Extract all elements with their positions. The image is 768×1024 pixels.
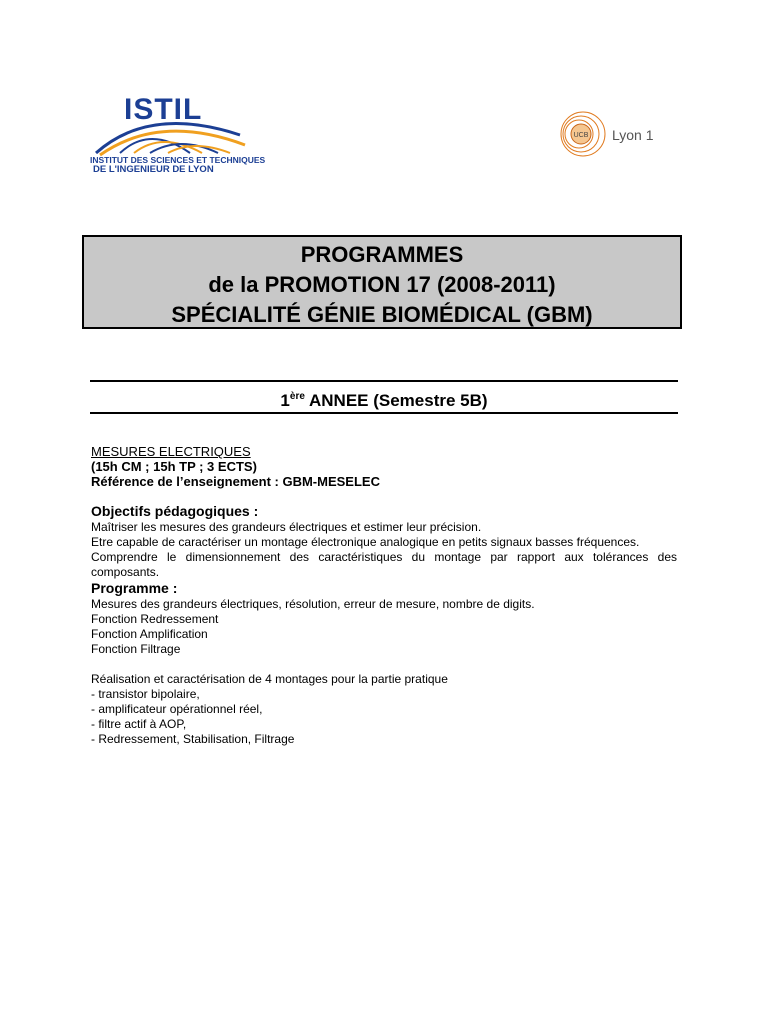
istil-subtitle-line2: DE L'INGENIEUR DE LYON	[93, 164, 214, 175]
year-number: 1	[280, 391, 290, 410]
practical-item: - Redressement, Stabilisation, Filtrage	[91, 732, 295, 746]
course-section	[91, 444, 677, 747]
title-box	[82, 235, 682, 329]
programme-item: Fonction Filtrage	[91, 642, 181, 656]
objective-item: Maîtriser les mesures des grandeurs électriques et estimer leur précision.	[91, 520, 482, 534]
course-name: MESURES ELECTRIQUES	[91, 444, 251, 459]
objective-item: Comprendre le dimensionnement des caractéristiques du montage par rapport aux tolérances des composants.	[91, 550, 677, 579]
programme-heading: Programme :	[91, 580, 178, 596]
year-suffix: ère	[289, 391, 305, 402]
lyon1-logo	[545, 92, 675, 176]
title-line-1: PROGRAMMES	[300, 242, 464, 267]
lyon1-spiral-icon	[545, 92, 615, 176]
title-line-2: de la PROMOTION 17 (2008-2011)	[208, 272, 556, 297]
programme-item: Fonction Redressement	[91, 612, 219, 626]
title-line-3: SPÉCIALITÉ GÉNIE BIOMÉDICAL (GBM)	[171, 302, 593, 327]
practical-intro: Réalisation et caractérisation de 4 montages pour la partie pratique	[91, 672, 448, 686]
objectives-heading: Objectifs pédagogiques :	[91, 503, 259, 519]
programme-item: Mesures des grandeurs électriques, résolution, erreur de mesure, nombre de digits.	[91, 597, 535, 611]
year-label: ANNEE (Semestre 5B)	[304, 391, 488, 410]
svg-text:UCB: UCB	[573, 132, 589, 139]
istil-wordmark: ISTIL	[124, 93, 203, 126]
practical-item: - transistor bipolaire,	[91, 687, 200, 701]
year-heading	[90, 380, 678, 414]
practical-item: - amplificateur opérationnel réel,	[91, 702, 263, 716]
practical-item: - filtre actif à AOP,	[91, 717, 187, 731]
course-hours: (15h CM ; 15h TP ; 3 ECTS)	[91, 459, 257, 474]
lyon1-text: Lyon 1	[612, 127, 654, 143]
istil-subtitle-line1: INSTITUT DES SCIENCES ET TECHNIQUES	[90, 155, 266, 165]
course-reference: Référence de l’enseignement : GBM-MESELEC	[91, 474, 380, 489]
objective-item: Etre capable de caractériser un montage électronique analogique en petits signaux basses fréquences.	[91, 535, 640, 549]
istil-logo	[90, 93, 266, 175]
programme-item: Fonction Amplification	[91, 627, 208, 641]
